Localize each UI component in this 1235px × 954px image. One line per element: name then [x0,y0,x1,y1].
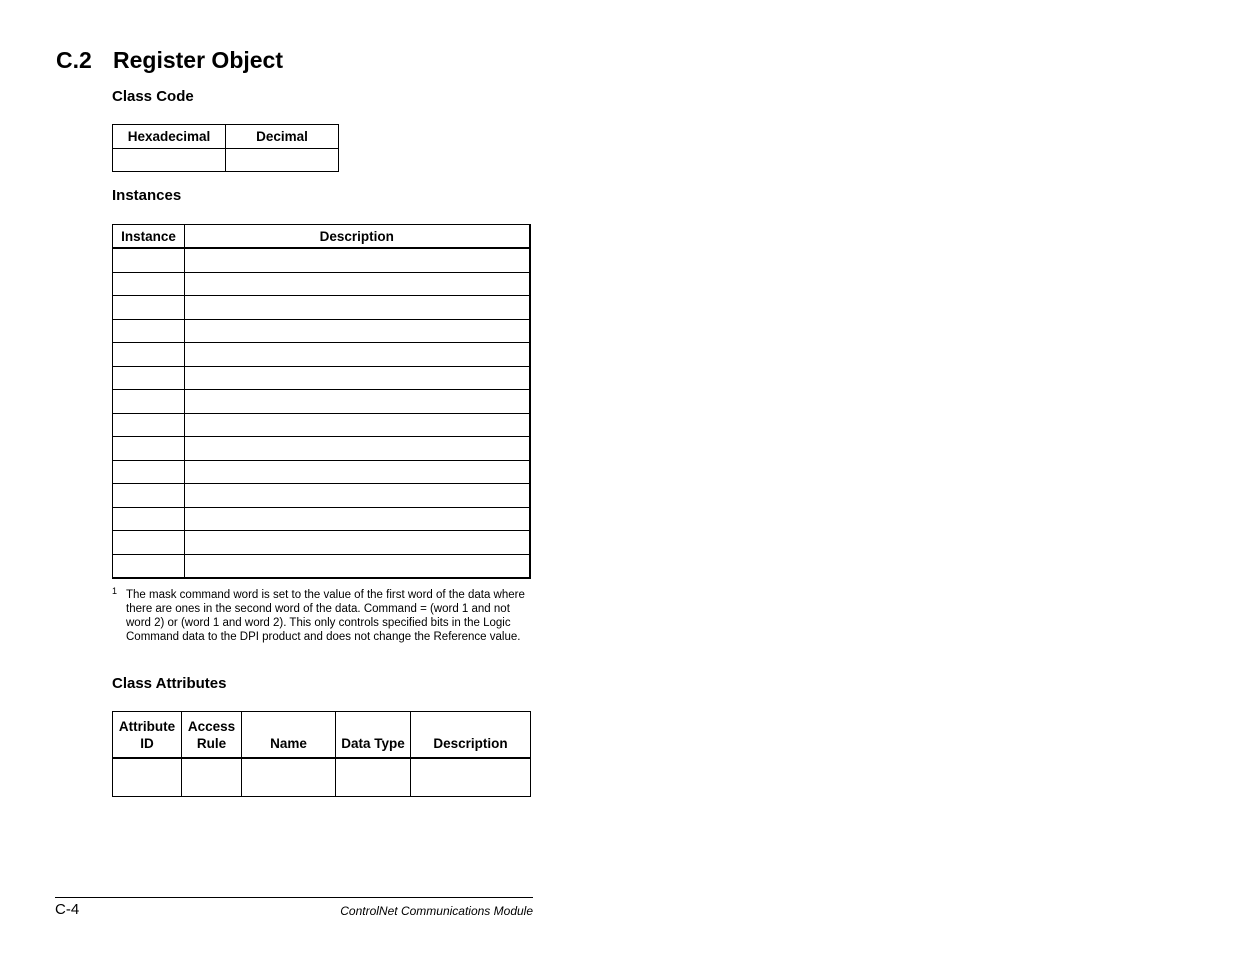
instance-cell [113,484,185,508]
column-header-description: Description [185,225,530,249]
table-cell [113,758,182,797]
instances-table [112,224,531,579]
instance-cell [113,319,185,343]
instance-cell [113,554,185,578]
description-cell [185,296,530,320]
instance-cell [113,460,185,484]
footnote-text: The mask command word is set to the value of the first word of the data where there are ones in the second word of the data. Command = (word 1 and not word 2) or (word 1 and word 2). This only controls specified bits in the Logic Command data to the DPI product and does not change the Reference value. [126,589,525,643]
footnote-marker: 1 [112,586,118,596]
column-header-instance: Instance [113,225,185,249]
table-row [113,413,530,437]
instance-cell [113,366,185,390]
description-cell [185,413,530,437]
class-attributes-heading: Class Attributes [112,675,227,692]
column-header-hexadecimal: Hexadecimal [113,125,226,149]
page-title: Register Object [113,47,283,73]
description-cell [185,437,530,461]
table-row [113,554,530,578]
running-title: ControlNet Communications Module [340,904,533,918]
class-attributes-table [112,711,531,797]
footer-rule [55,897,533,898]
table-row [113,248,530,272]
table-row [113,437,530,461]
decimal-cell [226,149,339,172]
description-cell [185,507,530,531]
instances-body [113,248,530,578]
class-code-heading: Class Code [112,88,194,105]
instance-cell [113,413,185,437]
instance-cell [113,296,185,320]
column-header-data-type: Data Type [336,712,411,759]
table-row [113,272,530,296]
description-cell [185,343,530,367]
table-row [113,343,530,367]
description-cell [185,554,530,578]
description-cell [185,248,530,272]
instance-cell [113,507,185,531]
instance-cell [113,531,185,555]
table-cell [182,758,242,797]
table-row [113,507,530,531]
table-row [113,366,530,390]
instance-cell [113,390,185,414]
column-header-attribute-id: Attribute ID [113,712,182,759]
instance-cell [113,343,185,367]
table-row [113,484,530,508]
description-cell [185,484,530,508]
table-cell [242,758,336,797]
table-cell [411,758,531,797]
description-cell [185,531,530,555]
page-number: C-4 [55,901,80,918]
column-header-access-rule: Access Rule [182,712,242,759]
table-row [113,531,530,555]
description-cell [185,390,530,414]
description-cell [185,366,530,390]
table-row [113,390,530,414]
description-cell [185,272,530,296]
table-row [113,758,531,797]
table-cell [336,758,411,797]
instance-cell [113,437,185,461]
instance-cell [113,272,185,296]
class-code-table [112,124,339,172]
table-row [113,319,530,343]
column-header-description: Description [411,712,531,759]
table-row [113,460,530,484]
table-row [113,149,339,172]
column-header-name: Name [242,712,336,759]
column-header-decimal: Decimal [226,125,339,149]
section-number: C.2 [56,47,92,73]
instance-cell [113,248,185,272]
table-row [113,296,530,320]
hexadecimal-cell [113,149,226,172]
description-cell [185,460,530,484]
description-cell [185,319,530,343]
instances-heading: Instances [112,187,182,204]
